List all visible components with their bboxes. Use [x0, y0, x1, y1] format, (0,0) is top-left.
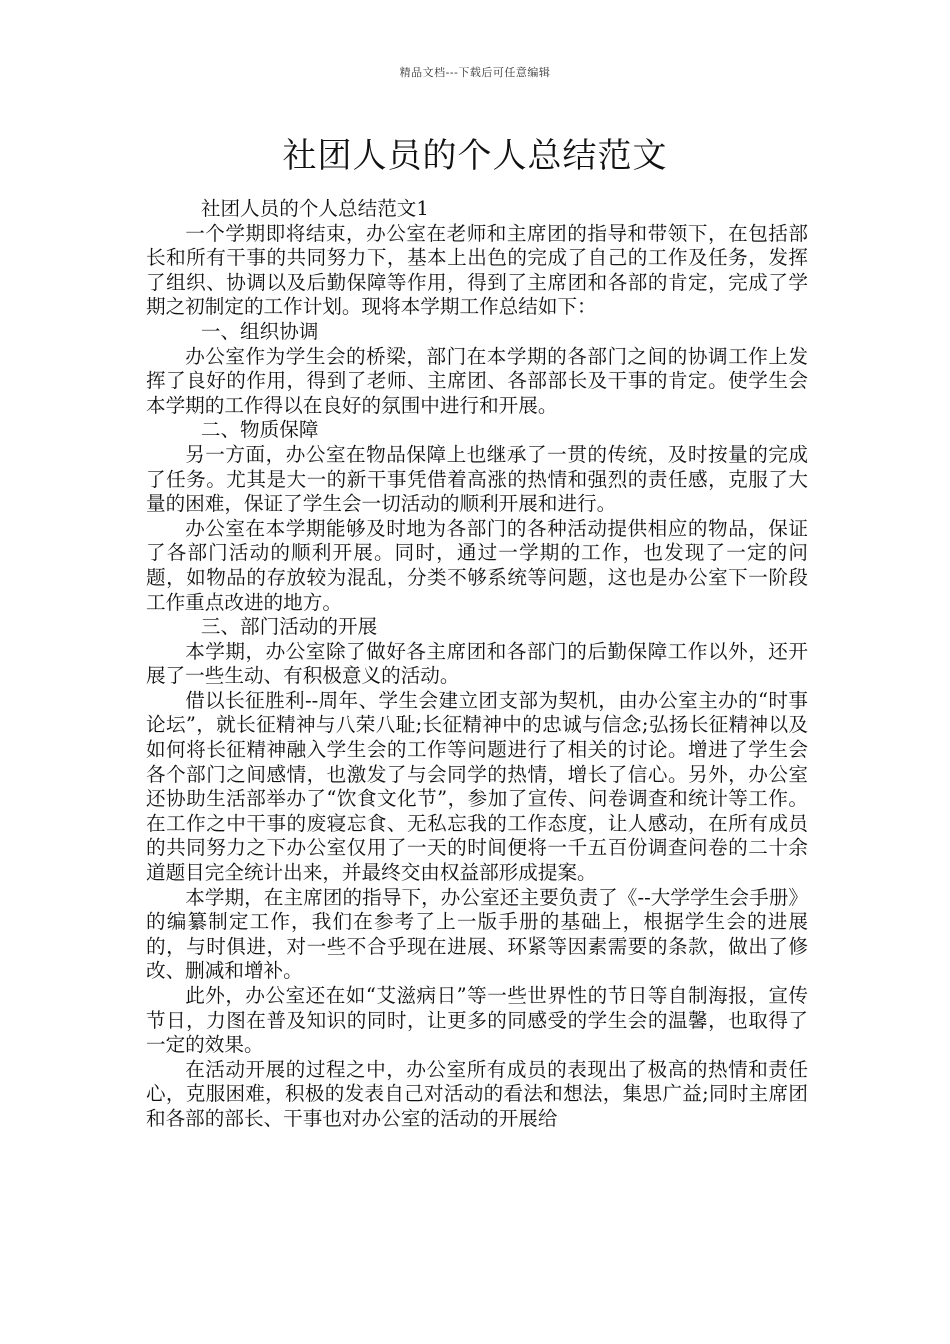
body-paragraph: 本学期，办公室除了做好各主席团和各部门的后勤保障工作以外，还开展了一些生动、有积极意义的活动。	[146, 639, 808, 688]
section-heading: 一、组织协调	[200, 319, 319, 343]
header-note: 精品文档---下载后可任意编辑	[399, 66, 551, 79]
body-paragraph: 本学期，在主席团的指导下，办公室还主要负责了《--大学学生会手册》的编纂制定工作，我们在参考了上一版手册的基础上，根据学生会的进展的，与时俱进，对一些不合乎现在进展、环紧等因素需要的条款，做出了修改、删减和增补。	[146, 885, 808, 983]
subtitle-paragraph: 社团人员的个人总结范文1	[200, 197, 429, 220]
body-paragraph: 另一方面，办公室在物品保障上也继承了一贯的传统，及时按量的完成了任务。尤其是大一的新干事凭借着高涨的热情和强烈的责任感，克服了大量的困难，保证了学生会一切活动的顺利开展和进行。	[146, 442, 808, 516]
section-heading: 二、物质保障	[200, 418, 319, 442]
document-title: 社团人员的个人总结范文	[282, 136, 668, 176]
document-body	[146, 197, 808, 1132]
body-paragraph: 借以长征胜利--周年、学生会建立团支部为契机，由办公室主办的“时事论坛”，就长征精神与八荣八耻;长征精神中的忠诚与信念;弘扬长征精神以及如何将长征精神融入学生会的工作等问题进行了相关的讨论。增进了学生会各个部门之间感情，也激发了与会同学的热情，增长了信心。另外，办公室还协助生活部举办了“饮食文化节”，参加了宣传、问卷调查和统计等工作。在工作之中干事的废寝忘食、无私忘我的工作态度，让人感动，在所有成员的共同努力之下办公室仅用了一天的时间便将一千五百份调查问卷的二十余道题目完全统计出来，并最终交由权益部形成提案。	[146, 688, 808, 885]
section-heading: 三、部门活动的开展	[200, 615, 378, 639]
body-paragraph: 一个学期即将结束，办公室在老师和主席团的指导和带领下，在包括部长和所有干事的共同努力下，基本上出色的完成了自己的工作及任务，发挥了组织、协调以及后勤保障等作用，得到了主席团和各部的肯定，完成了学期之初制定的工作计划。现将本学期工作总结如下：	[146, 221, 808, 319]
body-paragraph: 办公室作为学生会的桥梁，部门在本学期的各部门之间的协调工作上发挥了良好的作用，得到了老师、主席团、各部部长及干事的肯定。使学生会本学期的工作得以在良好的氛围中进行和开展。	[146, 344, 808, 417]
body-paragraph: 在活动开展的过程之中，办公室所有成员的表现出了极高的热情和责任心，克服困难，积极的发表自己对活动的看法和想法，集思广益;同时主席团和各部的部长、干事也对办公室的活动的开展给	[146, 1057, 808, 1130]
body-paragraph: 办公室在本学期能够及时地为各部门的各种活动提供相应的物品，保证了各部门活动的顺利开展。同时，通过一学期的工作，也发现了一定的问题，如物品的存放较为混乱，分类不够系统等问题，这也是办公室下一阶段工作重点改进的地方。	[146, 516, 808, 614]
body-paragraph: 此外，办公室还在如“艾滋病日”等一些世界性的节日等自制海报，宣传节日，力图在普及知识的同时，让更多的同感受的学生会的温馨，也取得了一定的效果。	[146, 984, 808, 1057]
